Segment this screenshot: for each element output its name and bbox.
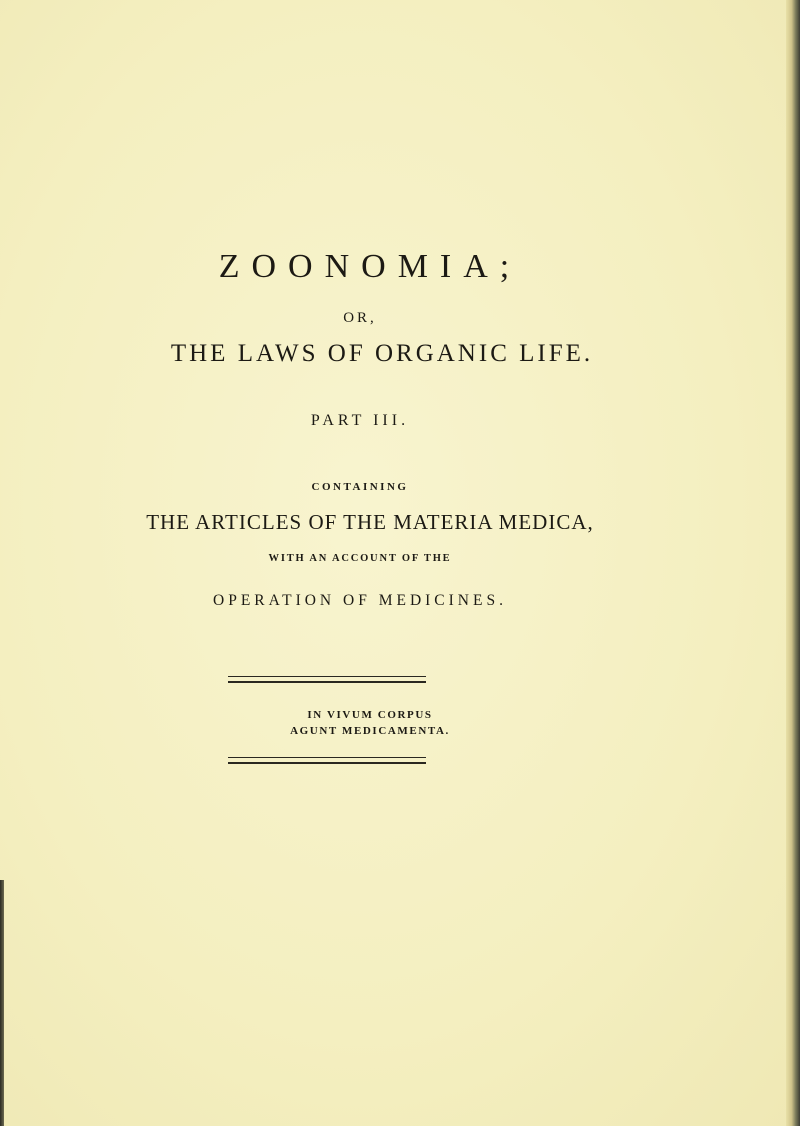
motto-rule-bottom (228, 757, 426, 764)
contents-connector: WITH AN ACCOUNT OF THE (268, 553, 452, 564)
page-edge-left (0, 880, 4, 1126)
motto-line-2: AGUNT MEDICAMENTA. (290, 725, 450, 737)
page-edge-right (786, 0, 800, 1126)
part-number: PART III. (310, 412, 410, 429)
contents-subject: OPERATION OF MEDICINES. (213, 592, 507, 609)
motto-line-1: IN VIVUM CORPUS (307, 709, 433, 721)
motto-rule-top (228, 676, 426, 683)
book-title: ZOONOMIA; (218, 248, 522, 285)
contents-heading: THE ARTICLES OF THE MATERIA MEDICA, (146, 510, 594, 534)
title-conjunction: OR, (343, 310, 377, 326)
book-subtitle: THE LAWS OF ORGANIC LIFE. (170, 340, 594, 367)
containing-label: CONTAINING (311, 481, 409, 493)
